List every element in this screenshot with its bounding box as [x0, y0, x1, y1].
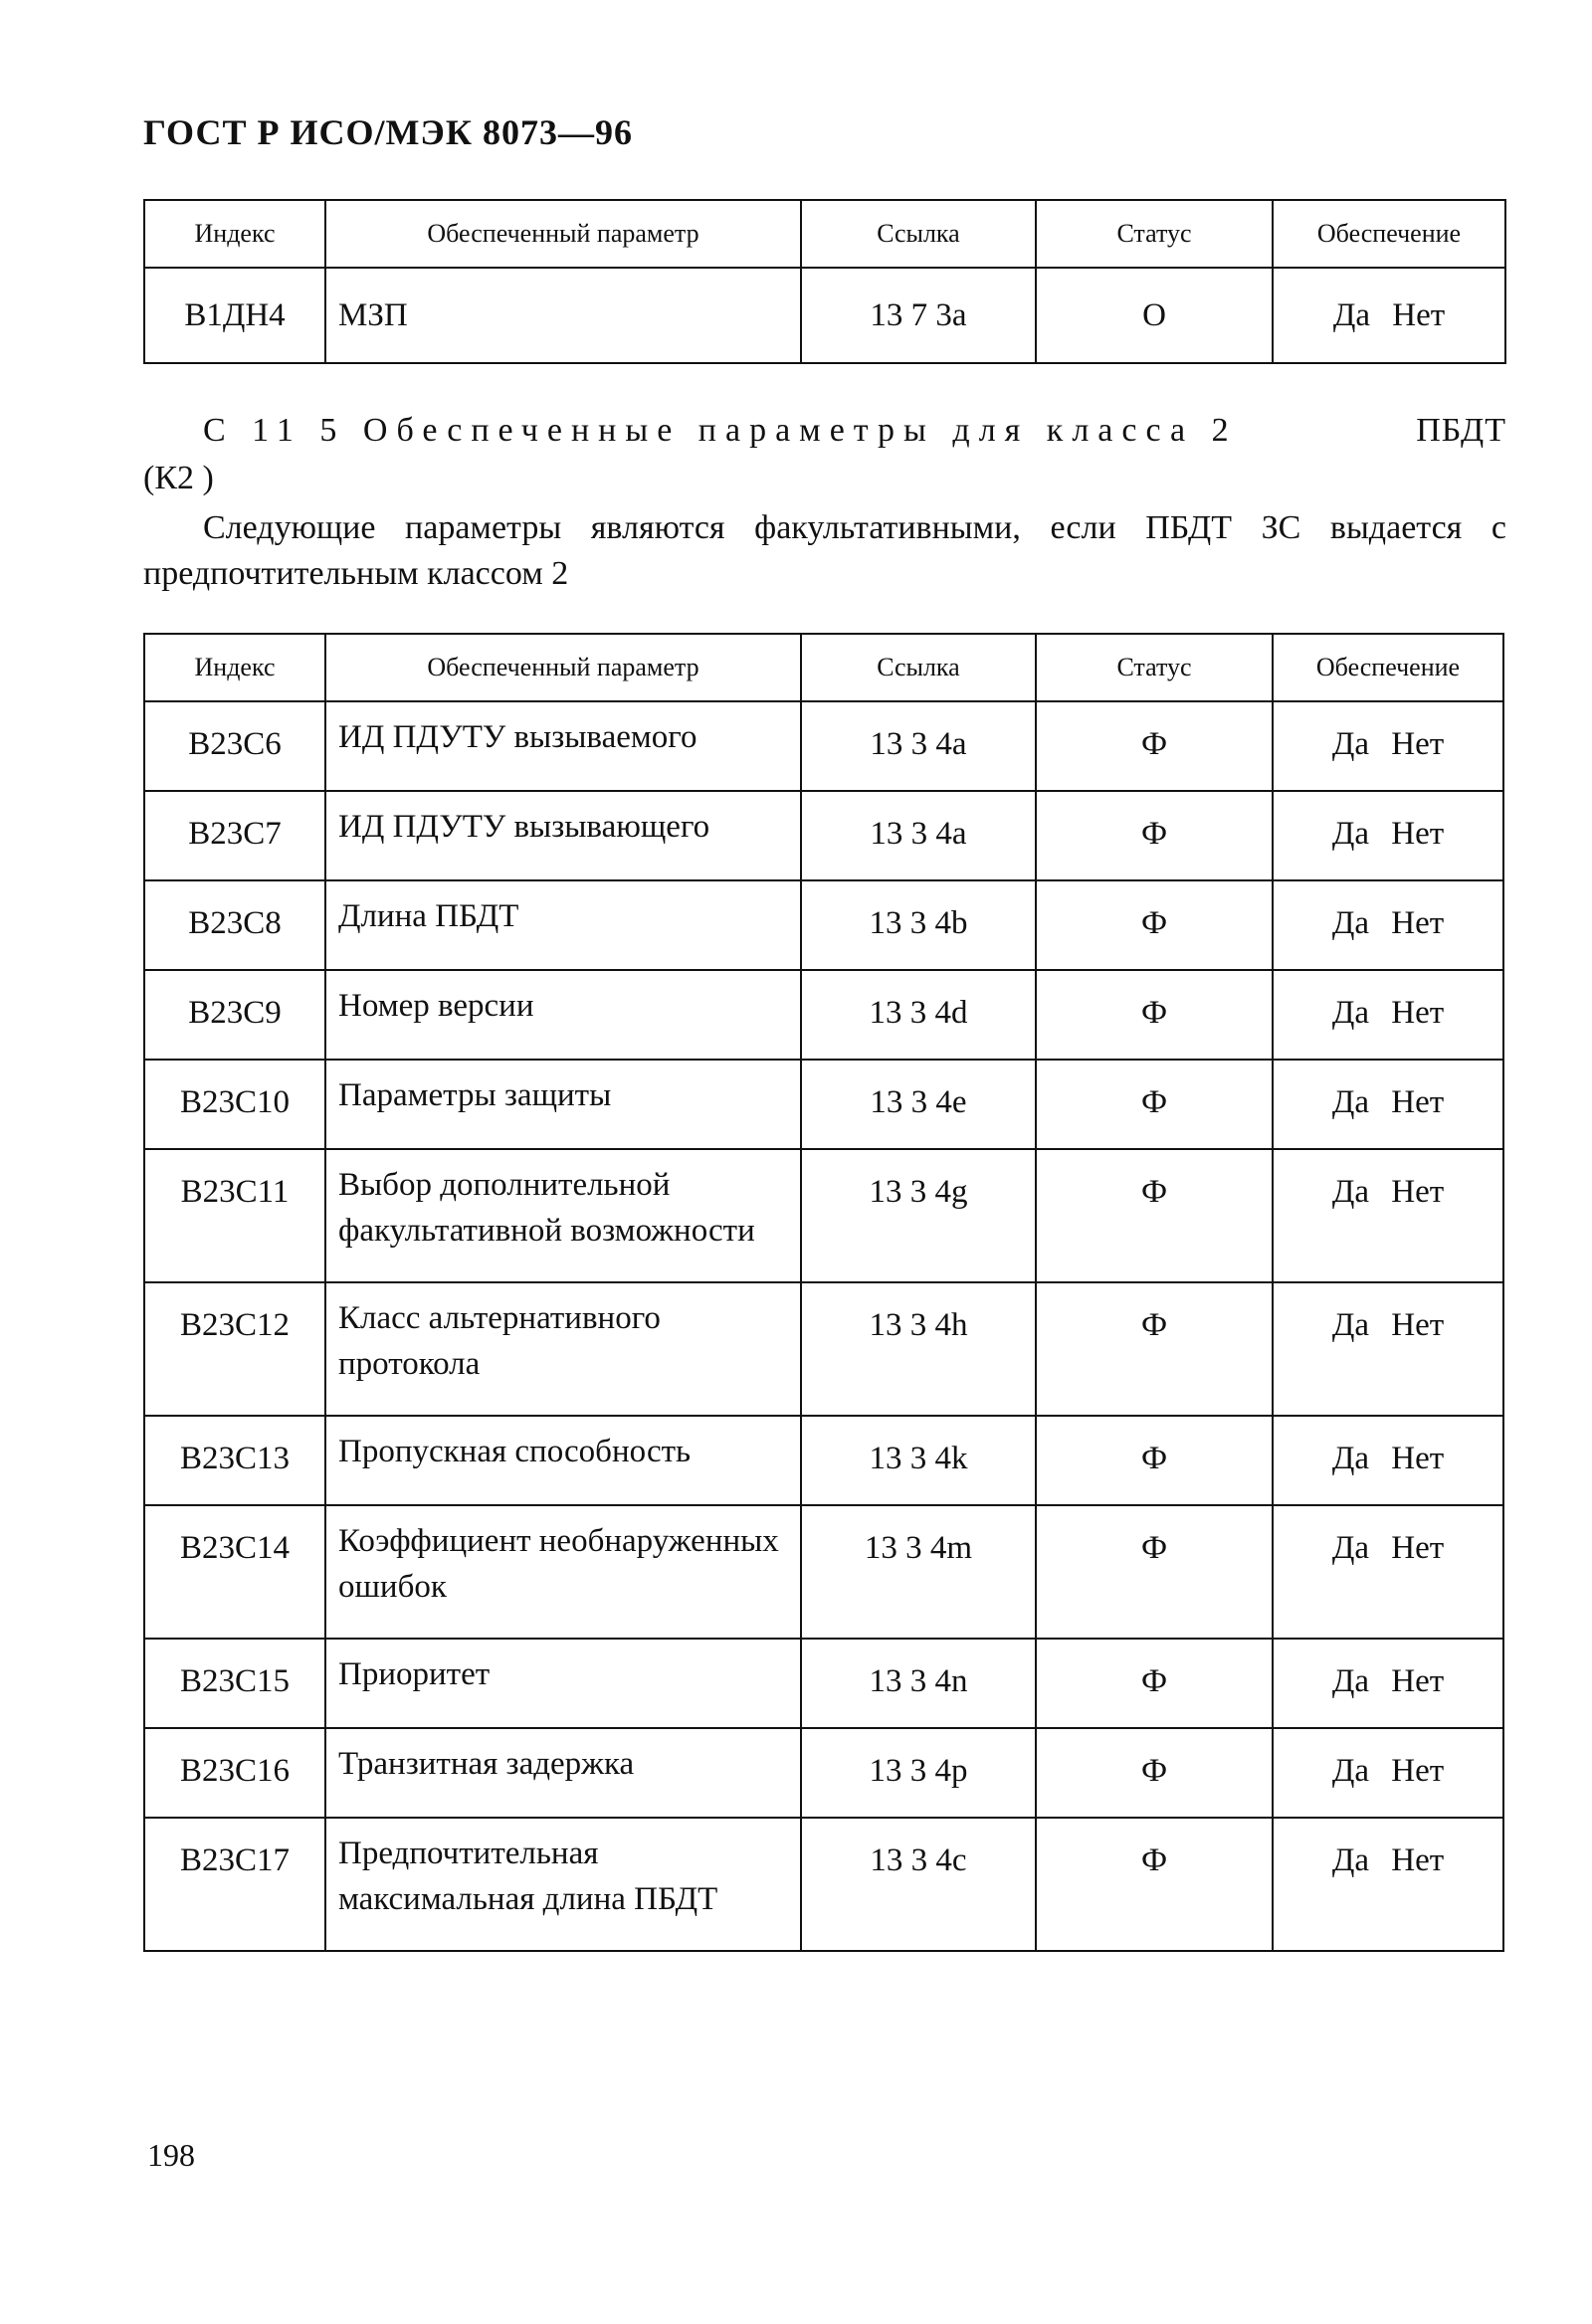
table-row: [144, 1728, 1503, 1818]
table-row: [144, 1416, 1503, 1505]
table-row: [144, 1060, 1503, 1149]
column-header-reference: Ссылка: [801, 200, 1036, 268]
section-title-text: С 11 5 Обеспеченные параметры для класса 2: [203, 412, 1238, 449]
row-status: О: [1036, 268, 1273, 363]
row-provision: Да Нет: [1273, 1060, 1503, 1149]
table-row: [144, 1505, 1503, 1639]
provided-parameters-table-2: [143, 633, 1504, 1952]
table-row: [144, 1818, 1503, 1951]
row-provision: Да Нет: [1273, 701, 1503, 791]
row-status: Ф: [1036, 1416, 1273, 1505]
row-index: В23С15: [144, 1639, 325, 1728]
row-parameter: Транзитная задержка: [325, 1728, 801, 1818]
row-reference: 13 3 4m: [801, 1505, 1036, 1639]
table-row: [144, 1639, 1503, 1728]
row-reference: 13 3 4с: [801, 1818, 1036, 1951]
table-row: [144, 970, 1503, 1060]
column-header-provision: Обеспечение: [1273, 634, 1503, 701]
column-header-reference: Ссылка: [801, 634, 1036, 701]
row-reference: 13 3 4n: [801, 1639, 1036, 1728]
row-index: В23С11: [144, 1149, 325, 1282]
provided-parameters-table-1: [143, 199, 1506, 364]
row-provision: Да Нет: [1273, 1639, 1503, 1728]
column-header-parameter: Обеспеченный параметр: [325, 200, 801, 268]
table-row: [144, 791, 1503, 880]
row-status: Ф: [1036, 791, 1273, 880]
row-reference: 13 3 4а: [801, 701, 1036, 791]
column-header-index: Индекс: [144, 200, 325, 268]
row-index: В23С13: [144, 1416, 325, 1505]
row-status: Ф: [1036, 1282, 1273, 1416]
row-status: Ф: [1036, 1060, 1273, 1149]
row-reference: 13 3 4р: [801, 1728, 1036, 1818]
section-subtitle: (К2 ): [143, 460, 214, 496]
row-index: В23С14: [144, 1505, 325, 1639]
row-reference: 13 3 4а: [801, 791, 1036, 880]
section-title-right: ПБДТ: [1416, 412, 1506, 449]
row-index: В23С8: [144, 880, 325, 970]
row-parameter: Выбор дополнительной факультативной возможности: [325, 1149, 801, 1282]
page-number: 198: [147, 2137, 195, 2173]
section-paragraph: Следующие параметры являются факультативными, если ПБДТ ЗС выдается с предпочтительным классом 2: [143, 509, 1506, 592]
row-parameter: Предпочтительная максимальная длина ПБДТ: [325, 1818, 801, 1951]
table-row: [144, 1282, 1503, 1416]
row-reference: 13 7 3а: [801, 268, 1036, 363]
row-provision: Да Нет: [1273, 1282, 1503, 1416]
column-header-provision: Обеспечение: [1273, 200, 1505, 268]
row-parameter: ИД ПДУТУ вызывающего: [325, 791, 801, 880]
column-header-status: Статус: [1036, 200, 1273, 268]
row-reference: 13 3 4k: [801, 1416, 1036, 1505]
row-status: Ф: [1036, 1639, 1273, 1728]
row-provision: Да Нет: [1273, 1149, 1503, 1282]
row-status: Ф: [1036, 1149, 1273, 1282]
row-provision: Да Нет: [1273, 970, 1503, 1060]
table-row: [144, 701, 1503, 791]
row-index: В23С12: [144, 1282, 325, 1416]
row-provision: Да Нет: [1273, 1728, 1503, 1818]
row-parameter: Класс альтернативного протокола: [325, 1282, 801, 1416]
row-index: В23С7: [144, 791, 325, 880]
row-parameter: Длина ПБДТ: [325, 880, 801, 970]
table-header-row: [144, 634, 1503, 701]
row-status: Ф: [1036, 880, 1273, 970]
row-status: Ф: [1036, 701, 1273, 791]
table-header-row: [144, 200, 1505, 268]
row-parameter: Приоритет: [325, 1639, 801, 1728]
row-parameter: МЗП: [325, 268, 801, 363]
row-parameter: Коэффициент необнаруженных ошибок: [325, 1505, 801, 1639]
row-parameter: ИД ПДУТУ вызываемого: [325, 701, 801, 791]
row-provision: Да Нет: [1273, 268, 1505, 363]
row-provision: Да Нет: [1273, 791, 1503, 880]
row-provision: Да Нет: [1273, 1416, 1503, 1505]
row-status: Ф: [1036, 1505, 1273, 1639]
table-row: [144, 1149, 1503, 1282]
row-index: В23С16: [144, 1728, 325, 1818]
row-parameter: Номер версии: [325, 970, 801, 1060]
row-provision: Да Нет: [1273, 1818, 1503, 1951]
row-reference: 13 3 4d: [801, 970, 1036, 1060]
row-provision: Да Нет: [1273, 1505, 1503, 1639]
row-status: Ф: [1036, 1818, 1273, 1951]
row-index: В23С6: [144, 701, 325, 791]
row-provision: Да Нет: [1273, 880, 1503, 970]
table-row: [144, 880, 1503, 970]
row-reference: 13 3 4е: [801, 1060, 1036, 1149]
column-header-index: Индекс: [144, 634, 325, 701]
column-header-status: Статус: [1036, 634, 1273, 701]
document-header: ГОСТ Р ИСО/МЭК 8073—96: [143, 112, 633, 152]
row-index: В23С10: [144, 1060, 325, 1149]
row-reference: 13 3 4h: [801, 1282, 1036, 1416]
row-parameter: Пропускная способность: [325, 1416, 801, 1505]
row-index: В23С17: [144, 1818, 325, 1951]
row-parameter: Параметры защиты: [325, 1060, 801, 1149]
row-index: В1ДН4: [144, 268, 325, 363]
row-status: Ф: [1036, 1728, 1273, 1818]
row-reference: 13 3 4b: [801, 880, 1036, 970]
row-reference: 13 3 4g: [801, 1149, 1036, 1282]
section-title: [203, 412, 1506, 450]
table-row: [144, 268, 1505, 363]
column-header-parameter: Обеспеченный параметр: [325, 634, 801, 701]
row-status: Ф: [1036, 970, 1273, 1060]
row-index: В23С9: [144, 970, 325, 1060]
